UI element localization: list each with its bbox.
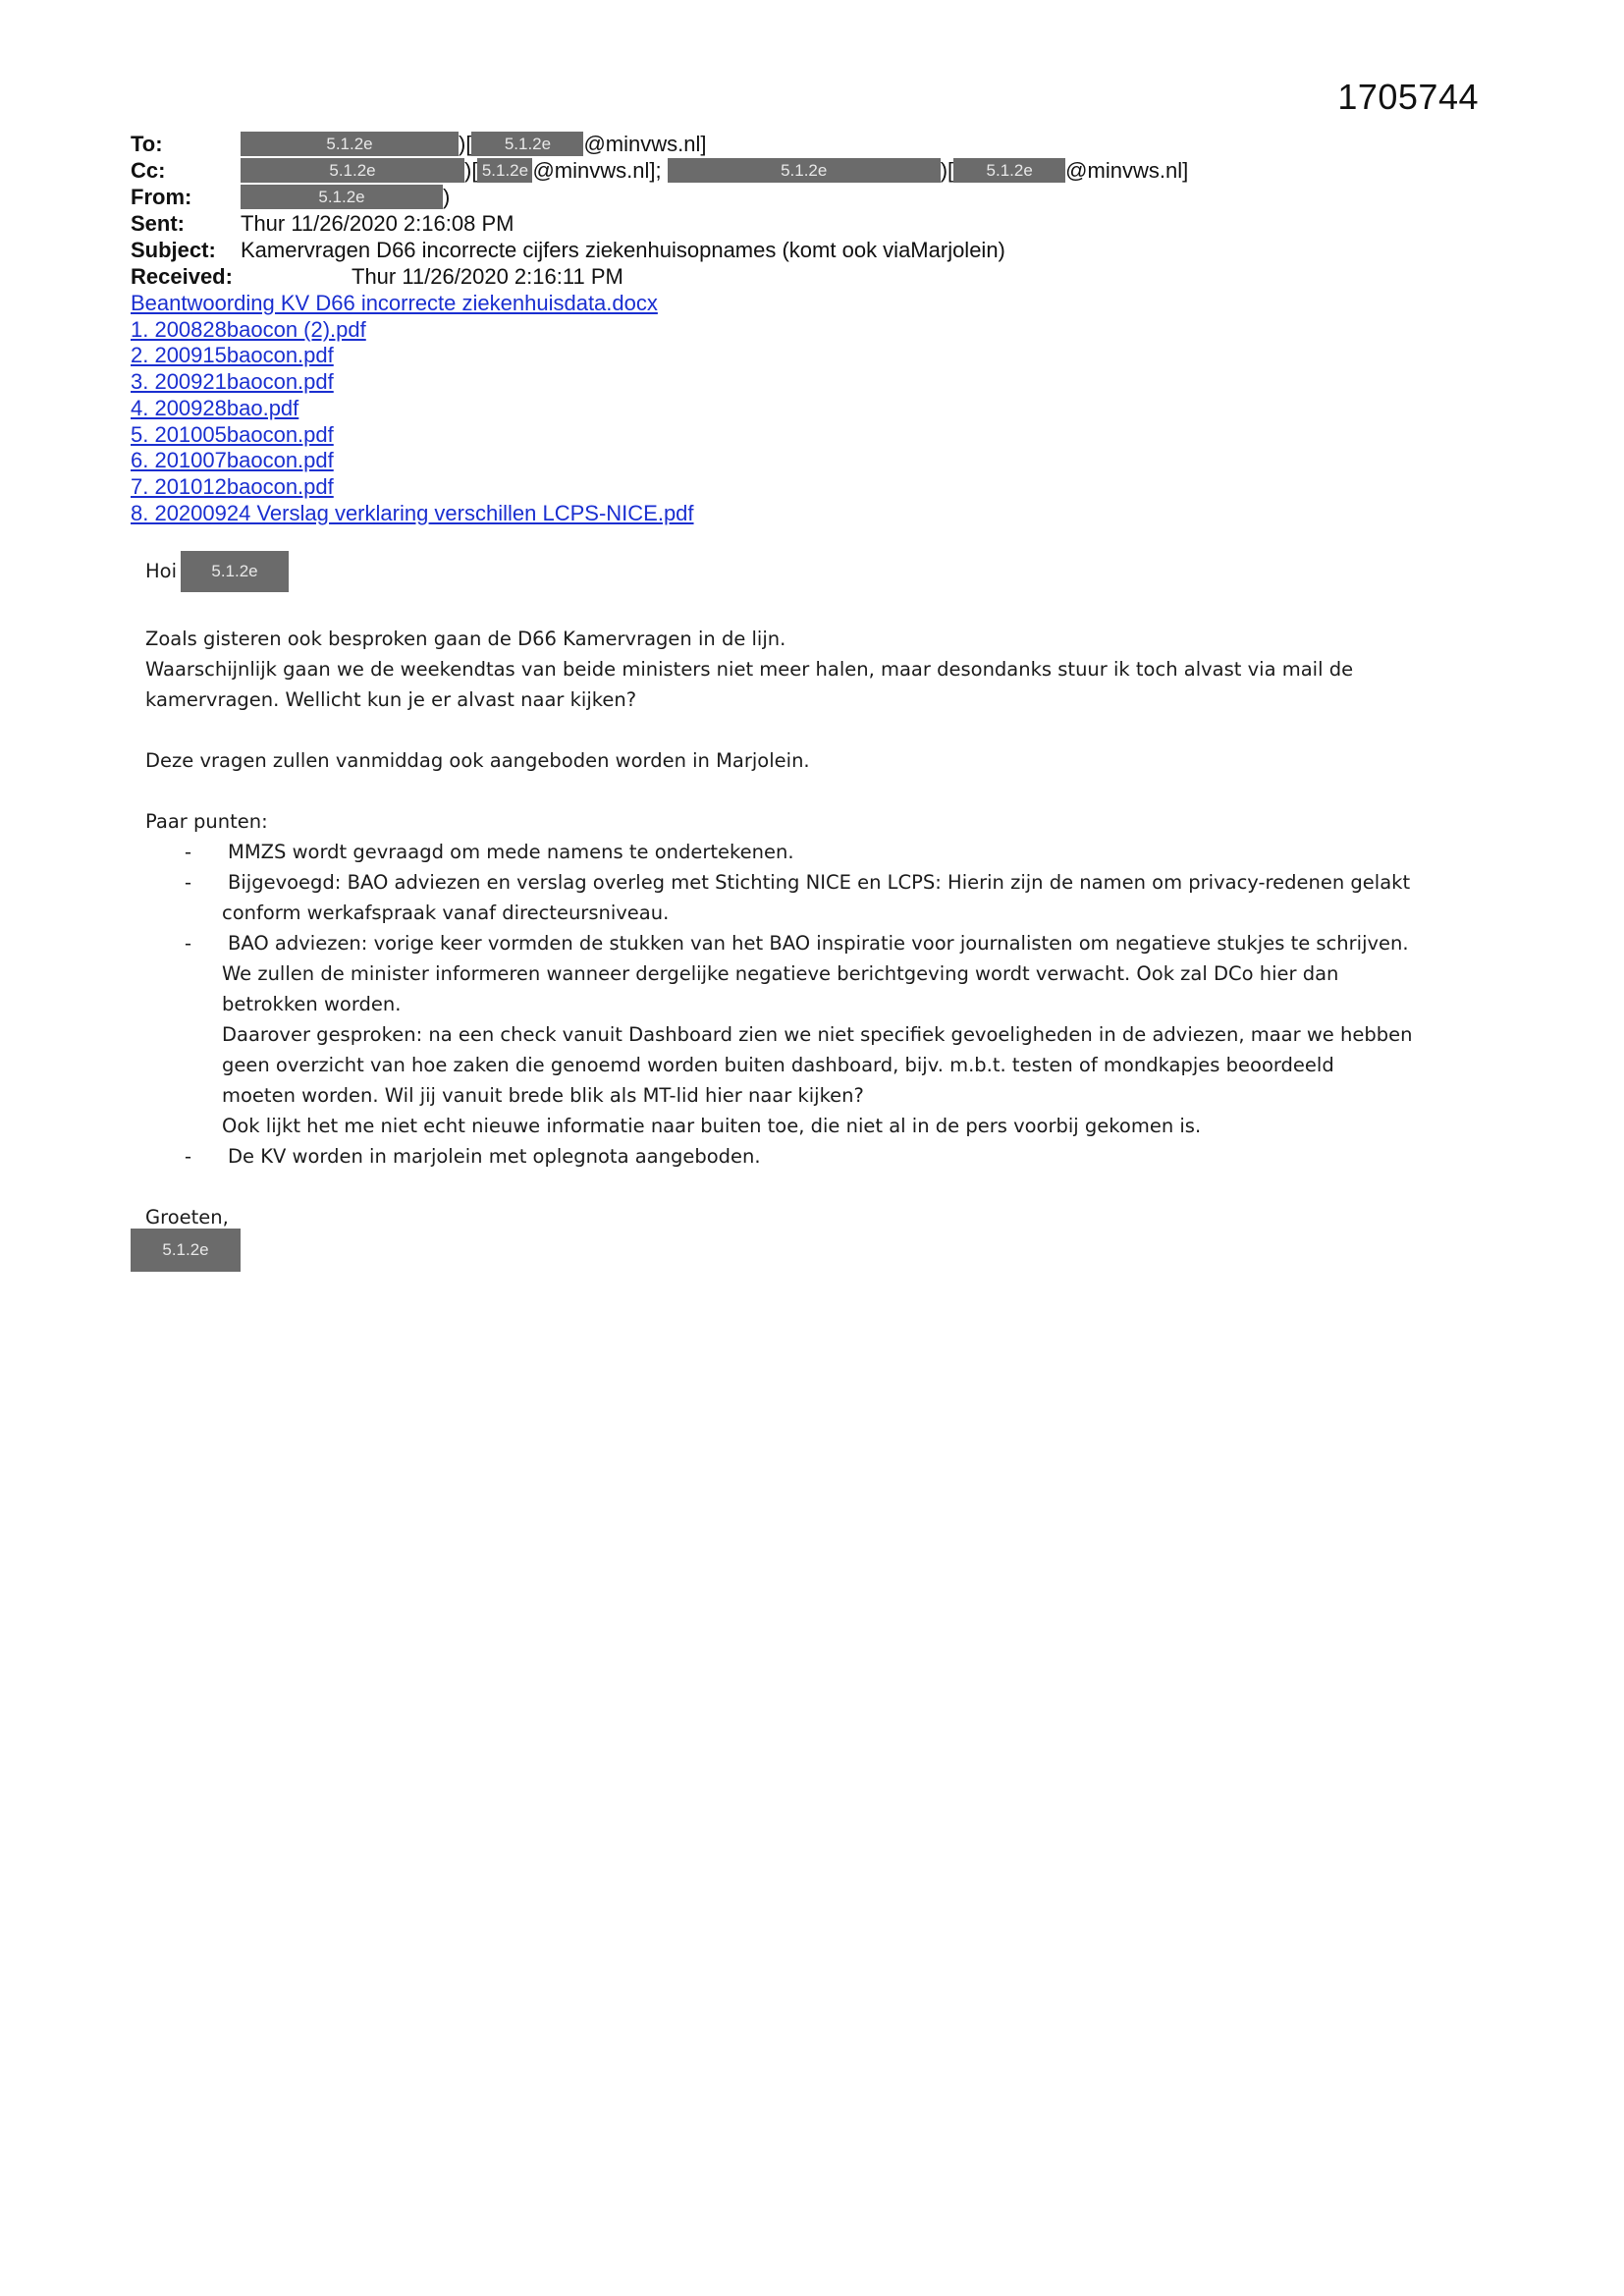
attachment-link[interactable]: 1. 200828baocon (2).pdf — [131, 316, 366, 342]
point-text: moeten worden. Wil jij vanuit brede blik als MT-lid hier naar kijken? — [222, 1084, 864, 1107]
sent-row — [131, 210, 1505, 237]
redaction-box: 5.1.2e — [471, 132, 583, 156]
email-body — [145, 550, 1500, 1232]
cc-domain: @minvws.nl]; — [532, 158, 662, 183]
redaction-box: 5.1.2e — [181, 551, 289, 592]
paragraph-line: Zoals gisteren ook besproken gaan de D66 Kamervragen in de lijn. — [145, 628, 786, 650]
received-value: Thur 11/26/2020 2:16:11 PM — [352, 264, 623, 289]
redaction-box: 5.1.2e — [953, 158, 1065, 183]
list-item — [145, 867, 1500, 928]
attachment-link[interactable]: 7. 201012baocon.pdf — [131, 473, 334, 499]
subject-row — [131, 237, 1505, 263]
to-row — [131, 131, 1505, 157]
paragraph: Deze vragen zullen vanmiddag ook aangeboden worden in Marjolein. — [145, 749, 810, 772]
to-value — [241, 131, 706, 157]
greeting-row — [145, 550, 1500, 593]
bullet-dash: - — [185, 841, 192, 863]
list-item — [145, 837, 1500, 867]
attachment-list — [131, 291, 694, 526]
redaction-box: 5.1.2e — [241, 185, 443, 209]
closing: Groeten, — [145, 1206, 229, 1229]
to-separator: )[ — [459, 132, 472, 156]
bullet-dash: - — [185, 932, 192, 955]
paragraph-line: kamervragen. Wellicht kun je er alvast naar kijken? — [145, 688, 637, 711]
to-label: To: — [131, 132, 163, 156]
to-domain: @minvws.nl] — [583, 132, 707, 156]
point-text: We zullen de minister informeren wanneer dergelijke negatieve berichtgeving wordt verwacht. Ook zal DCo hier dan — [222, 962, 1339, 985]
signature-redaction-box: 5.1.2e — [131, 1229, 241, 1272]
points-list — [145, 837, 1500, 1172]
cc-separator: )[ — [940, 158, 954, 183]
points-intro: Paar punten: — [145, 810, 268, 833]
attachment-link[interactable]: 3. 200921baocon.pdf — [131, 369, 334, 395]
received-label: Received: — [131, 264, 233, 289]
redaction-box: 5.1.2e — [241, 132, 459, 156]
cc-domain: @minvws.nl] — [1065, 158, 1189, 183]
from-label: From: — [131, 185, 192, 209]
attachment-link[interactable]: Beantwoording KV D66 incorrecte ziekenhuisdata.docx — [131, 291, 658, 315]
point-text: Bijgevoegd: BAO adviezen en verslag overleg met Stichting NICE en LCPS: Hierin zijn de namen om privacy-redenen gelakt — [228, 871, 1411, 894]
point-text: Ook lijkt het me niet echt nieuwe informatie naar buiten toe, die niet al in de pers voorbij gekomen is. — [222, 1115, 1202, 1137]
redaction-box: 5.1.2e — [241, 158, 464, 183]
from-value — [241, 184, 450, 210]
bullet-dash: - — [185, 1145, 192, 1168]
point-text: Daarover gesproken: na een check vanuit Dashboard zien we niet specifiek gevoeligheden in de adviezen, maar we hebben — [222, 1023, 1413, 1046]
subject-value: Kamervragen D66 incorrecte cijfers ziekenhuisopnames (komt ook viaMarjolein) — [241, 238, 1005, 262]
redaction-box: 5.1.2e — [477, 158, 532, 183]
sent-value: Thur 11/26/2020 2:16:08 PM — [241, 211, 514, 236]
attachment-link[interactable]: 6. 201007baocon.pdf — [131, 448, 334, 473]
from-row — [131, 184, 1505, 210]
attachment-link[interactable]: 8. 20200924 Verslag verklaring verschillen LCPS-NICE.pdf — [131, 500, 694, 525]
point-text: conform werkafspraak vanaf directeursniveau. — [222, 902, 670, 924]
cc-separator: )[ — [464, 158, 478, 183]
cc-row — [131, 157, 1505, 184]
list-item — [145, 928, 1500, 1141]
attachment-link[interactable]: 4. 200928bao.pdf — [131, 395, 299, 420]
list-item — [145, 1141, 1500, 1172]
subject-label: Subject: — [131, 238, 216, 262]
cc-value — [241, 157, 1188, 184]
redaction-box: 5.1.2e — [668, 158, 941, 183]
from-suffix: ) — [443, 185, 451, 209]
paragraph-line: Waarschijnlijk gaan we de weekendtas van beide ministers niet meer halen, maar desondanks stuur ik toch alvast via mail de — [145, 658, 1354, 681]
document-number: 1705744 — [1337, 77, 1479, 117]
received-row — [131, 263, 1505, 290]
sent-label: Sent: — [131, 211, 185, 236]
point-text: BAO adviezen: vorige keer vormden de stukken van het BAO inspiratie voor journalisten om negatieve stukjes te schrijven. — [228, 932, 1409, 955]
bullet-dash: - — [185, 871, 192, 894]
attachment-link[interactable]: 5. 201005baocon.pdf — [131, 421, 334, 447]
email-headers — [131, 131, 1505, 290]
point-text: De KV worden in marjolein met oplegnota aangeboden. — [228, 1145, 761, 1168]
point-text: MMZS wordt gevraagd om mede namens te ondertekenen. — [228, 841, 794, 863]
point-text: betrokken worden. — [222, 993, 402, 1015]
attachment-link[interactable]: 2. 200915baocon.pdf — [131, 343, 334, 368]
greeting: Hoi — [145, 560, 178, 582]
cc-label: Cc: — [131, 158, 166, 183]
point-text: geen overzicht van hoe zaken die genoemd worden buiten dashboard, bijv. m.b.t. testen of mondkapjes beoordeeld — [222, 1054, 1334, 1076]
